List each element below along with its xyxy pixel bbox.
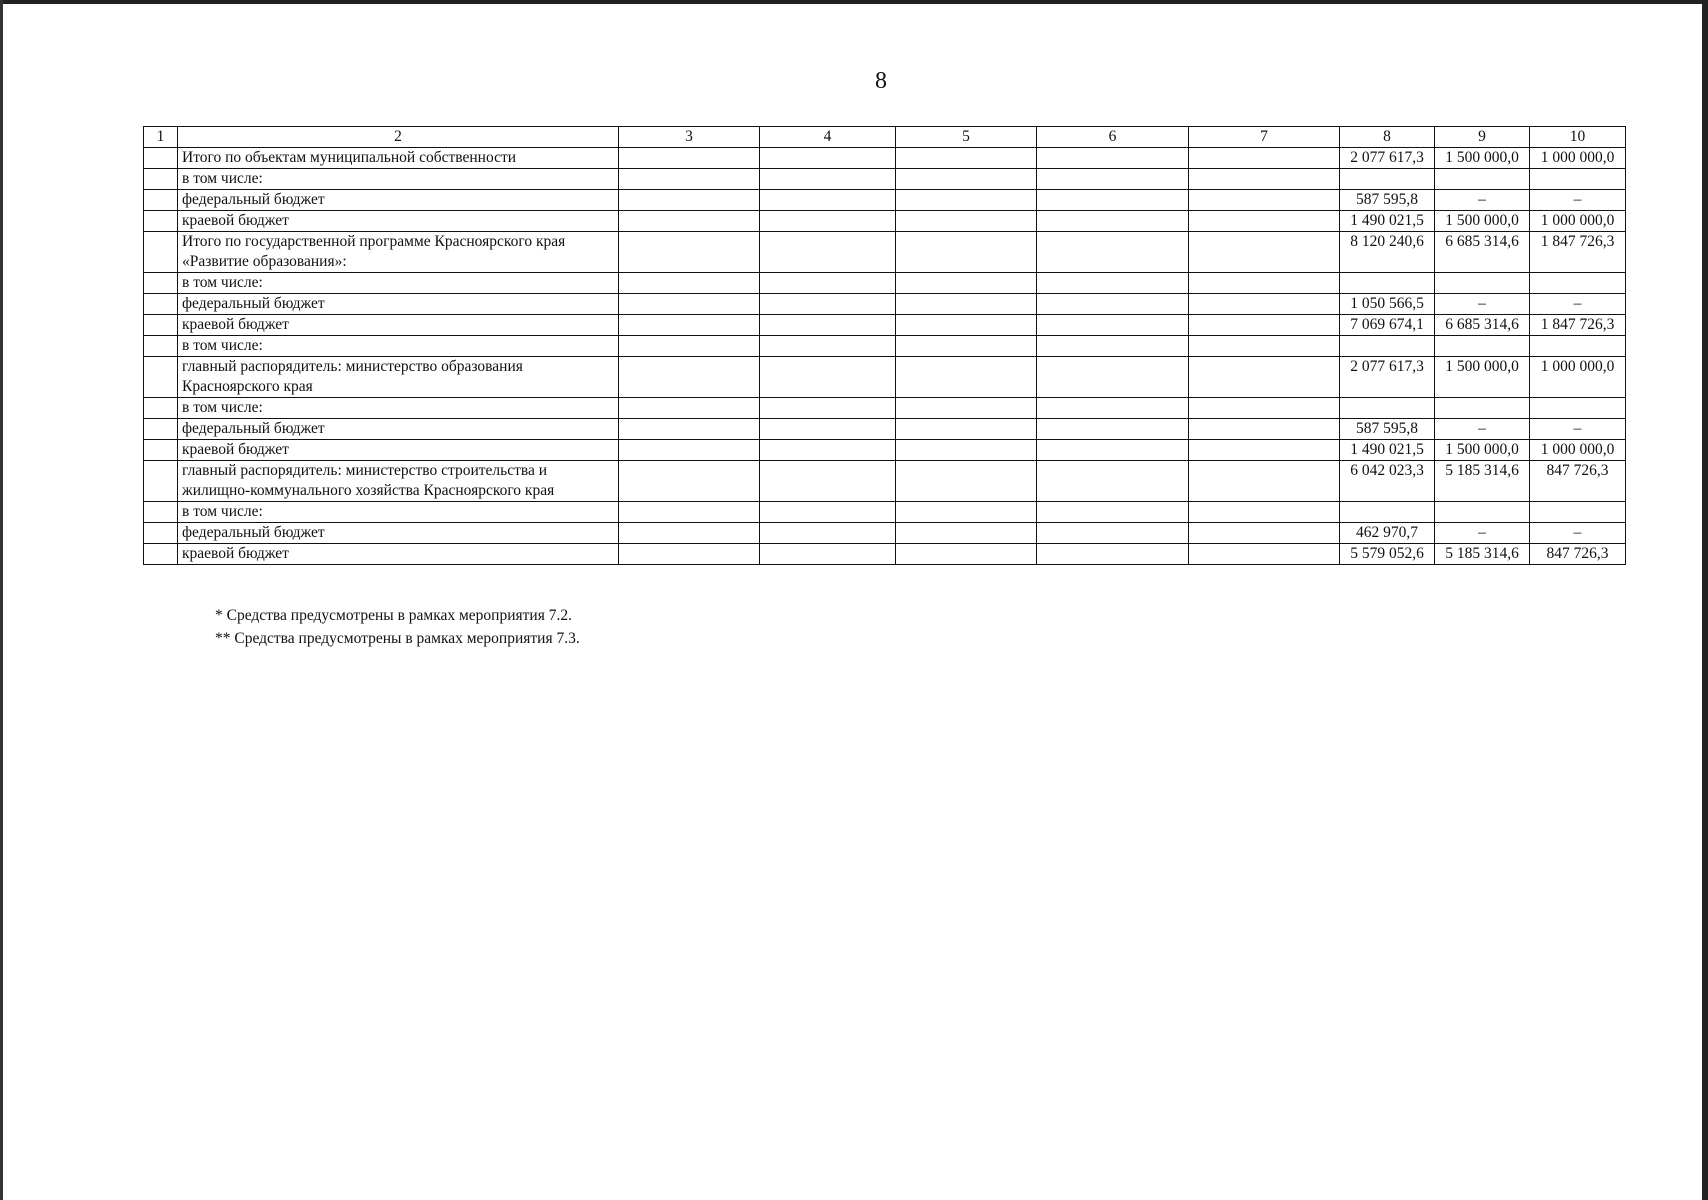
table-row (144, 543, 1626, 564)
row-label: Итого по государственной программе Красноярского края «Развитие образования»: (178, 231, 619, 272)
cell-col-5 (896, 147, 1037, 168)
cell-col-1 (144, 501, 178, 522)
value-col-8: 1 490 021,5 (1340, 210, 1435, 231)
cell-col-5 (896, 314, 1037, 335)
cell-col-3 (619, 293, 760, 314)
table-row (144, 335, 1626, 356)
cell-col-7 (1189, 501, 1340, 522)
cell-col-7 (1189, 189, 1340, 210)
cell-col-3 (619, 543, 760, 564)
cell-col-3 (619, 460, 760, 501)
cell-col-3 (619, 147, 760, 168)
value-col-10 (1530, 501, 1626, 522)
page-number: 8 (875, 68, 887, 94)
value-col-8: 5 579 052,6 (1340, 543, 1435, 564)
row-label: в том числе: (178, 501, 619, 522)
value-col-9: – (1435, 189, 1530, 210)
value-col-10: – (1530, 293, 1626, 314)
cell-col-4 (760, 231, 896, 272)
cell-col-6 (1037, 397, 1189, 418)
cell-col-3 (619, 314, 760, 335)
footnotes (215, 604, 580, 650)
value-col-10: – (1530, 418, 1626, 439)
value-col-9: 5 185 314,6 (1435, 460, 1530, 501)
cell-col-1 (144, 147, 178, 168)
cell-col-1 (144, 168, 178, 189)
cell-col-5 (896, 189, 1037, 210)
row-label: в том числе: (178, 397, 619, 418)
value-col-9: 1 500 000,0 (1435, 147, 1530, 168)
cell-col-6 (1037, 210, 1189, 231)
cell-col-1 (144, 439, 178, 460)
table-row (144, 210, 1626, 231)
cell-col-1 (144, 522, 178, 543)
cell-col-4 (760, 335, 896, 356)
cell-col-3 (619, 418, 760, 439)
row-label: краевой бюджет (178, 314, 619, 335)
table-row (144, 168, 1626, 189)
value-col-9: 6 685 314,6 (1435, 231, 1530, 272)
cell-col-5 (896, 439, 1037, 460)
cell-col-7 (1189, 314, 1340, 335)
value-col-9 (1435, 335, 1530, 356)
cell-col-4 (760, 439, 896, 460)
cell-col-5 (896, 335, 1037, 356)
table-row (144, 356, 1626, 397)
column-header: 5 (896, 127, 1037, 148)
cell-col-7 (1189, 397, 1340, 418)
value-col-8: 2 077 617,3 (1340, 356, 1435, 397)
value-col-10 (1530, 168, 1626, 189)
value-col-8 (1340, 501, 1435, 522)
cell-col-6 (1037, 335, 1189, 356)
value-col-10: – (1530, 522, 1626, 543)
value-col-9: 5 185 314,6 (1435, 543, 1530, 564)
cell-col-7 (1189, 335, 1340, 356)
value-col-10: 847 726,3 (1530, 543, 1626, 564)
cell-col-3 (619, 522, 760, 543)
row-label: Итого по объектам муниципальной собственности (178, 147, 619, 168)
cell-col-5 (896, 501, 1037, 522)
cell-col-4 (760, 314, 896, 335)
cell-col-1 (144, 189, 178, 210)
value-col-9 (1435, 397, 1530, 418)
cell-col-7 (1189, 272, 1340, 293)
value-col-9 (1435, 501, 1530, 522)
cell-col-6 (1037, 501, 1189, 522)
column-header: 6 (1037, 127, 1189, 148)
cell-col-5 (896, 397, 1037, 418)
column-header: 10 (1530, 127, 1626, 148)
value-col-8: 1 490 021,5 (1340, 439, 1435, 460)
table-row (144, 501, 1626, 522)
footnote: * Средства предусмотрены в рамках мероприятия 7.2. (215, 607, 572, 624)
table-row (144, 189, 1626, 210)
value-col-10 (1530, 335, 1626, 356)
cell-col-3 (619, 168, 760, 189)
cell-col-6 (1037, 418, 1189, 439)
cell-col-7 (1189, 147, 1340, 168)
cell-col-3 (619, 231, 760, 272)
footnote: ** Средства предусмотрены в рамках мероприятия 7.3. (215, 630, 580, 647)
cell-col-1 (144, 460, 178, 501)
cell-col-5 (896, 231, 1037, 272)
value-col-10 (1530, 397, 1626, 418)
column-header: 2 (178, 127, 619, 148)
budget-table (143, 126, 1626, 565)
value-col-9 (1435, 272, 1530, 293)
cell-col-1 (144, 397, 178, 418)
cell-col-4 (760, 522, 896, 543)
cell-col-6 (1037, 168, 1189, 189)
value-col-8: 6 042 023,3 (1340, 460, 1435, 501)
cell-col-7 (1189, 168, 1340, 189)
value-col-10: 1 000 000,0 (1530, 147, 1626, 168)
cell-col-5 (896, 418, 1037, 439)
cell-col-4 (760, 356, 896, 397)
row-label: в том числе: (178, 168, 619, 189)
value-col-9: 6 685 314,6 (1435, 314, 1530, 335)
column-header: 3 (619, 127, 760, 148)
column-header: 4 (760, 127, 896, 148)
cell-col-7 (1189, 356, 1340, 397)
cell-col-6 (1037, 231, 1189, 272)
cell-col-5 (896, 210, 1037, 231)
cell-col-6 (1037, 272, 1189, 293)
value-col-10: 847 726,3 (1530, 460, 1626, 501)
cell-col-6 (1037, 522, 1189, 543)
value-col-9: – (1435, 522, 1530, 543)
row-label: федеральный бюджет (178, 418, 619, 439)
value-col-9: 1 500 000,0 (1435, 439, 1530, 460)
value-col-10: 1 847 726,3 (1530, 231, 1626, 272)
table-row (144, 231, 1626, 272)
value-col-10: 1 847 726,3 (1530, 314, 1626, 335)
row-label: федеральный бюджет (178, 522, 619, 543)
cell-col-1 (144, 356, 178, 397)
value-col-10 (1530, 272, 1626, 293)
cell-col-3 (619, 439, 760, 460)
cell-col-7 (1189, 231, 1340, 272)
value-col-8 (1340, 168, 1435, 189)
cell-col-3 (619, 356, 760, 397)
cell-col-1 (144, 335, 178, 356)
cell-col-1 (144, 272, 178, 293)
value-col-9: – (1435, 293, 1530, 314)
row-label: краевой бюджет (178, 439, 619, 460)
cell-col-1 (144, 418, 178, 439)
cell-col-7 (1189, 210, 1340, 231)
value-col-8: 587 595,8 (1340, 418, 1435, 439)
table-row (144, 314, 1626, 335)
cell-col-4 (760, 210, 896, 231)
cell-col-1 (144, 314, 178, 335)
value-col-8: 8 120 240,6 (1340, 231, 1435, 272)
cell-col-7 (1189, 293, 1340, 314)
row-label: федеральный бюджет (178, 189, 619, 210)
cell-col-1 (144, 293, 178, 314)
cell-col-4 (760, 189, 896, 210)
table-header-row (144, 127, 1626, 148)
cell-col-7 (1189, 543, 1340, 564)
value-col-8: 2 077 617,3 (1340, 147, 1435, 168)
cell-col-4 (760, 543, 896, 564)
cell-col-7 (1189, 460, 1340, 501)
row-label: федеральный бюджет (178, 293, 619, 314)
cell-col-5 (896, 272, 1037, 293)
value-col-8 (1340, 272, 1435, 293)
cell-col-1 (144, 210, 178, 231)
value-col-10: 1 000 000,0 (1530, 356, 1626, 397)
table-row (144, 460, 1626, 501)
scan-border-left (0, 0, 3, 1200)
cell-col-4 (760, 501, 896, 522)
table-row (144, 272, 1626, 293)
column-header: 1 (144, 127, 178, 148)
cell-col-6 (1037, 314, 1189, 335)
row-label: в том числе: (178, 335, 619, 356)
cell-col-7 (1189, 439, 1340, 460)
table-row (144, 439, 1626, 460)
cell-col-4 (760, 397, 896, 418)
cell-col-3 (619, 272, 760, 293)
cell-col-5 (896, 460, 1037, 501)
row-label: краевой бюджет (178, 543, 619, 564)
table-row (144, 522, 1626, 543)
value-col-8: 7 069 674,1 (1340, 314, 1435, 335)
value-col-8: 1 050 566,5 (1340, 293, 1435, 314)
value-col-10: 1 000 000,0 (1530, 210, 1626, 231)
value-col-8: 587 595,8 (1340, 189, 1435, 210)
cell-col-4 (760, 460, 896, 501)
cell-col-6 (1037, 460, 1189, 501)
value-col-10: 1 000 000,0 (1530, 439, 1626, 460)
row-label: краевой бюджет (178, 210, 619, 231)
value-col-8 (1340, 397, 1435, 418)
cell-col-6 (1037, 356, 1189, 397)
table-row (144, 293, 1626, 314)
value-col-9 (1435, 168, 1530, 189)
cell-col-4 (760, 293, 896, 314)
cell-col-6 (1037, 543, 1189, 564)
row-label: в том числе: (178, 272, 619, 293)
row-label: главный распорядитель: министерство строительства и жилищно-коммунального хозяйства Красноярского края (178, 460, 619, 501)
cell-col-5 (896, 543, 1037, 564)
cell-col-3 (619, 210, 760, 231)
cell-col-3 (619, 501, 760, 522)
cell-col-1 (144, 543, 178, 564)
cell-col-4 (760, 418, 896, 439)
cell-col-5 (896, 522, 1037, 543)
cell-col-3 (619, 189, 760, 210)
cell-col-5 (896, 356, 1037, 397)
cell-col-6 (1037, 147, 1189, 168)
value-col-8: 462 970,7 (1340, 522, 1435, 543)
value-col-9: – (1435, 418, 1530, 439)
scan-border-right (1702, 0, 1708, 1200)
cell-col-7 (1189, 418, 1340, 439)
column-header: 8 (1340, 127, 1435, 148)
cell-col-4 (760, 272, 896, 293)
table-row (144, 397, 1626, 418)
table-row (144, 147, 1626, 168)
cell-col-5 (896, 168, 1037, 189)
column-header: 7 (1189, 127, 1340, 148)
value-col-8 (1340, 335, 1435, 356)
value-col-9: 1 500 000,0 (1435, 210, 1530, 231)
table-row (144, 418, 1626, 439)
cell-col-6 (1037, 293, 1189, 314)
cell-col-6 (1037, 189, 1189, 210)
cell-col-6 (1037, 439, 1189, 460)
value-col-10: – (1530, 189, 1626, 210)
column-header: 9 (1435, 127, 1530, 148)
value-col-9: 1 500 000,0 (1435, 356, 1530, 397)
cell-col-1 (144, 231, 178, 272)
cell-col-3 (619, 397, 760, 418)
cell-col-4 (760, 168, 896, 189)
cell-col-3 (619, 335, 760, 356)
cell-col-7 (1189, 522, 1340, 543)
row-label: главный распорядитель: министерство образования Красноярского края (178, 356, 619, 397)
cell-col-5 (896, 293, 1037, 314)
scan-border-top (0, 0, 1708, 4)
cell-col-4 (760, 147, 896, 168)
